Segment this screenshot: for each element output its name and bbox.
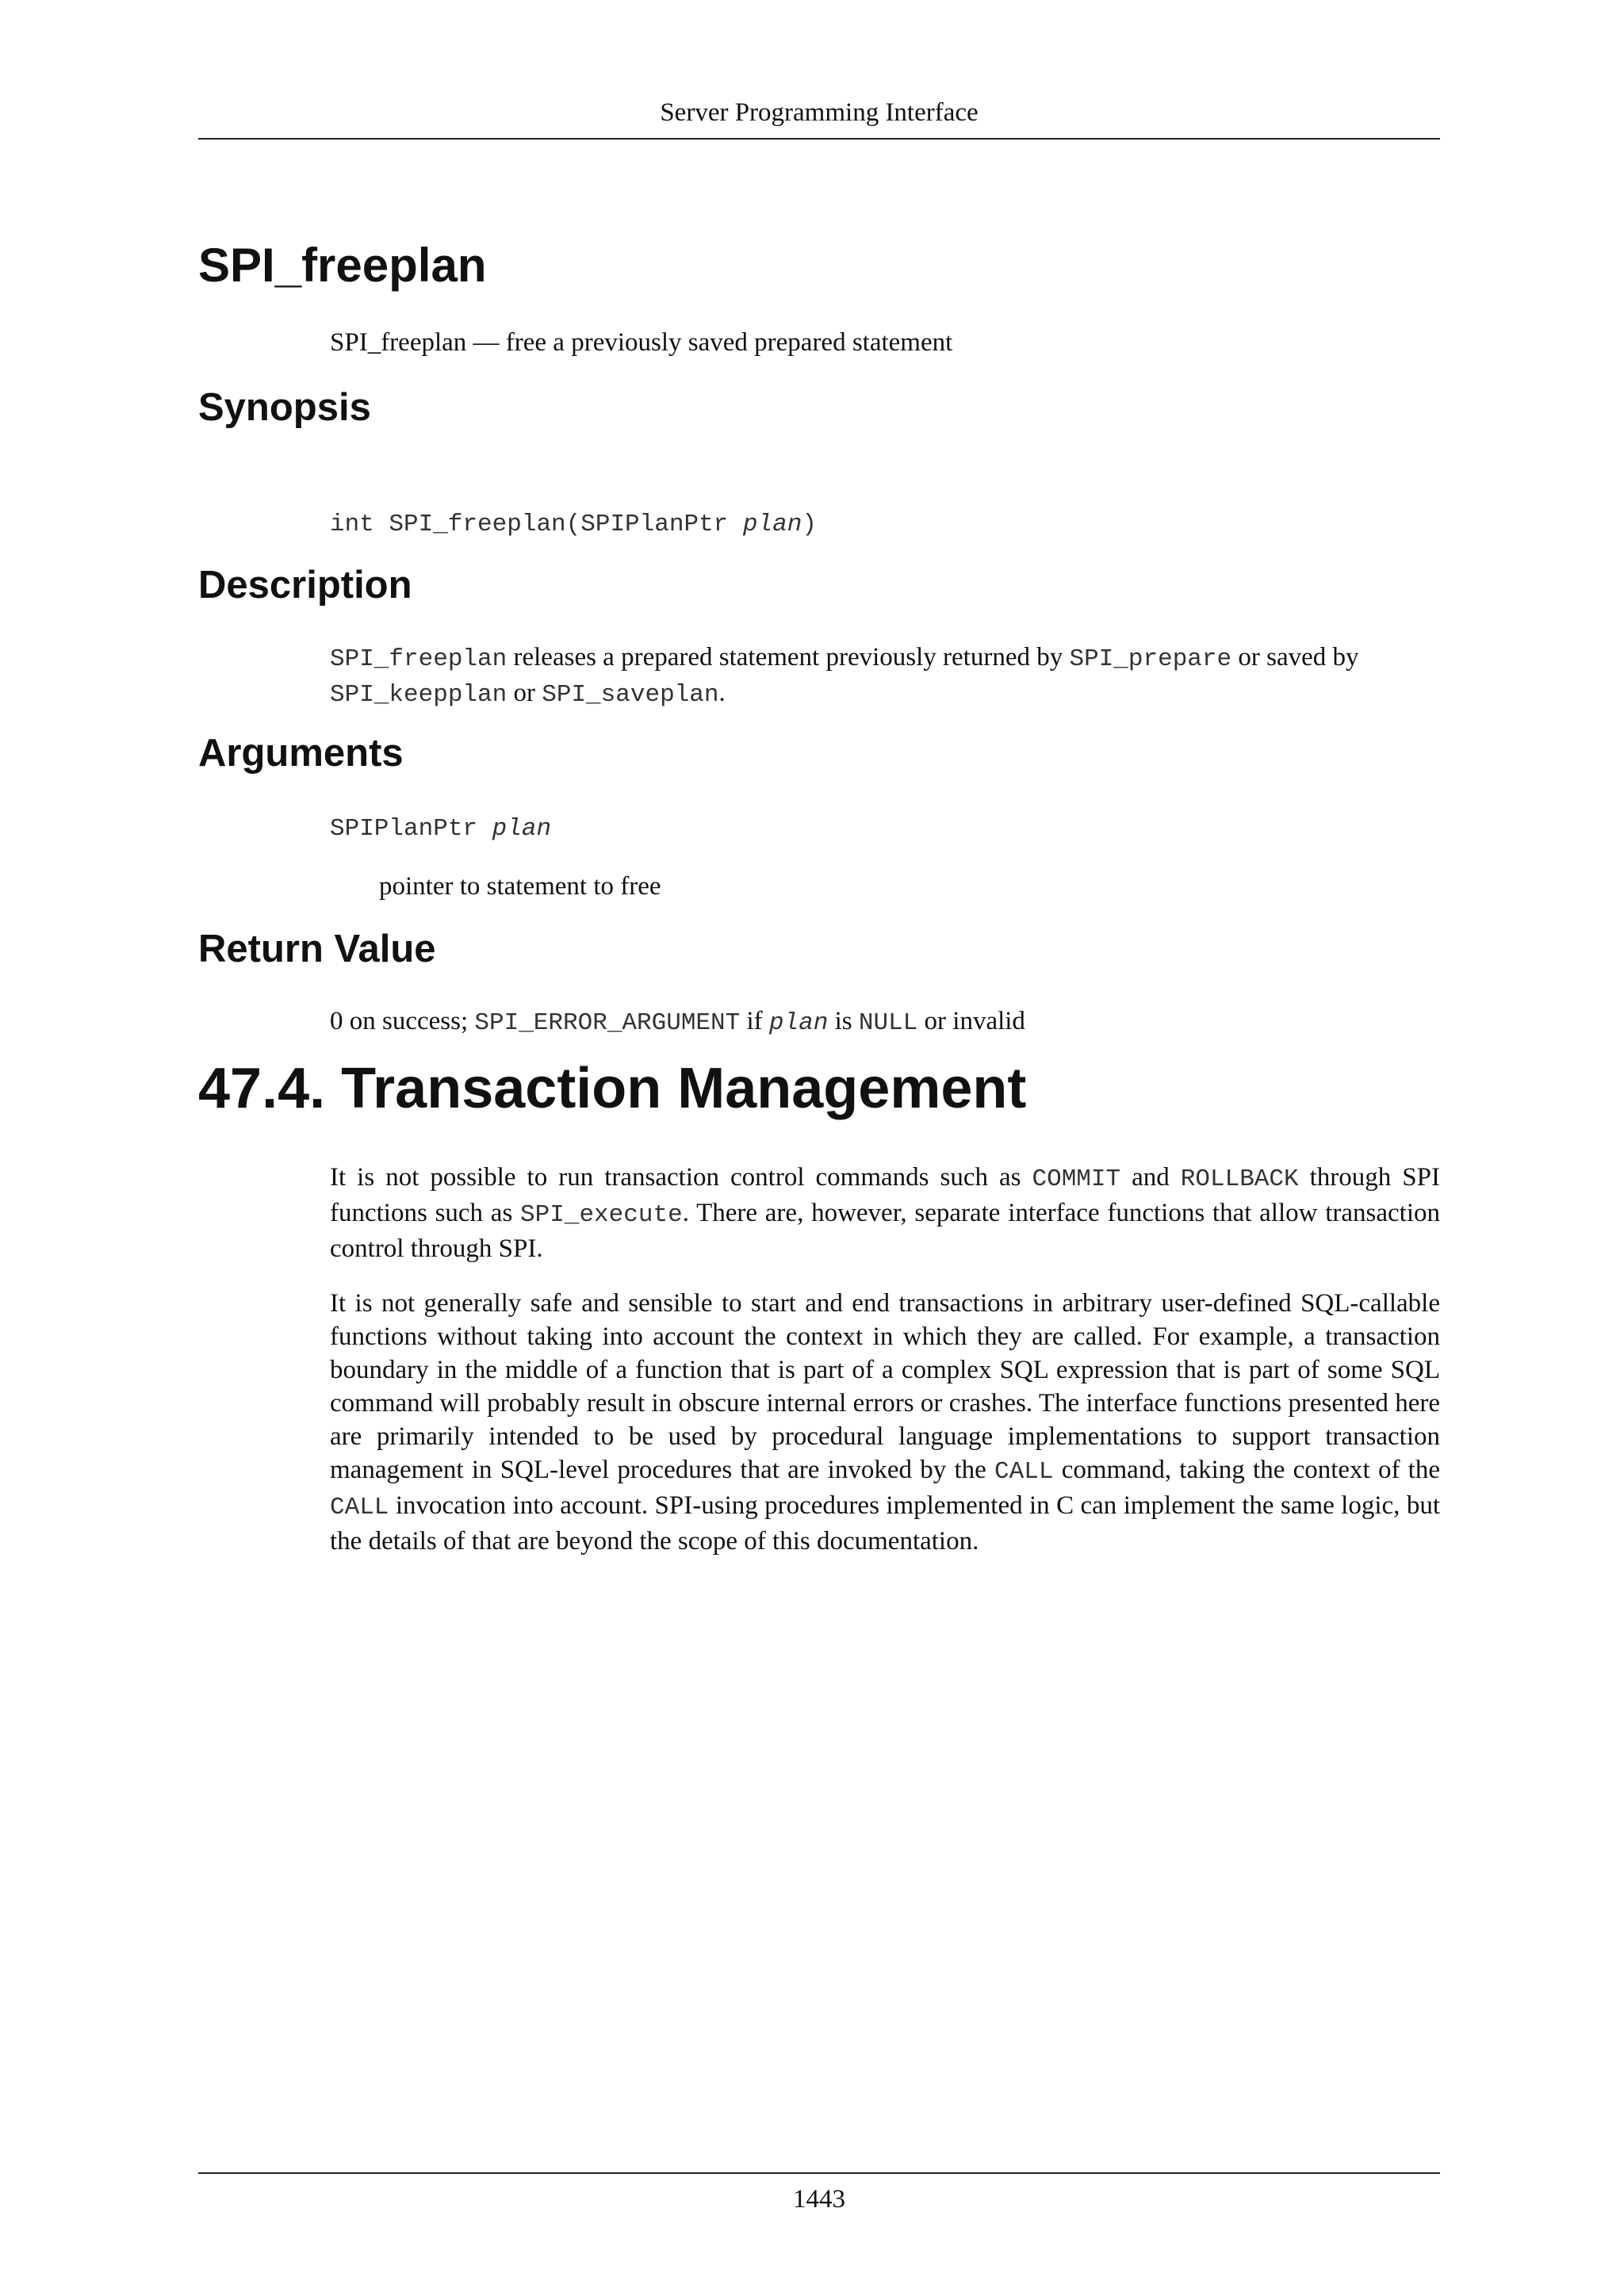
running-header	[198, 94, 1440, 140]
arguments-heading: Arguments	[198, 732, 404, 775]
code-spi-saveplan: SPI_saveplan	[542, 681, 719, 709]
synopsis-code-suffix: )	[802, 511, 817, 538]
code-null: NULL	[858, 1009, 918, 1037]
page-footer	[198, 2172, 1440, 2214]
code-spi-error-argument: SPI_ERROR_ARGUMENT	[474, 1009, 741, 1037]
argument-type: SPIPlanPtr	[330, 815, 492, 843]
section-paragraph-2: It is not generally safe and sensible to start and end transactions in arbitrary user-defined SQL-callable functions without taking into account the context in which they are called. For example, a transaction boundary in the middle of a function that is part of a complex SQL expression that is part of some SQL command will probably result in obscure internal errors or crashes. The interface functions presented here are primarily intended to be used by procedural language implementations to support transaction management in SQL-level procedures that are invoked by the CALL command, taking the context of the CALL invocation into account. SPI-using procedures implemented in C can implement the same logic, but the details of that are beyond the scope of this documentation.	[330, 1289, 1440, 1556]
code-call: CALL	[994, 1458, 1054, 1486]
description-heading: Description	[198, 564, 412, 607]
code-plan: plan	[768, 1009, 829, 1037]
page-number: 1443	[793, 2185, 845, 2214]
synopsis-heading: Synopsis	[198, 386, 371, 429]
code-rollback: ROLLBACK	[1180, 1165, 1299, 1193]
running-title: Server Programming Interface	[660, 98, 979, 127]
code-call: CALL	[330, 1494, 389, 1521]
section-heading: 47.4. Transaction Management	[198, 1057, 1027, 1120]
argument-param: plan	[492, 815, 552, 843]
synopsis-code-param: plan	[742, 511, 802, 538]
argument-term	[330, 810, 1440, 846]
code-spi-keepplan: SPI_keepplan	[330, 681, 508, 709]
code-commit: COMMIT	[1032, 1165, 1121, 1193]
return-value-heading: Return Value	[198, 928, 436, 970]
section-paragraph-1: It is not possible to run transaction control commands such as COMMIT and ROLLBACK through SPI functions such as SPI_execute. There are, however, separate interface functions that allow transaction control through SPI.	[330, 1163, 1440, 1263]
code-spi-execute: SPI_execute	[520, 1201, 683, 1229]
synopsis-code	[330, 506, 1440, 541]
code-spi-freeplan: SPI_freeplan	[330, 645, 508, 673]
return-value-paragraph: 0 on success; SPI_ERROR_ARGUMENT if plan is NULL or invalid	[330, 1007, 1025, 1037]
description-paragraph: SPI_freeplan releases a prepared statement previously returned by SPI_prepare or saved by SPI_keepplan or SPI_saveplan.	[330, 643, 1359, 709]
argument-definition: pointer to statement to free	[379, 872, 661, 901]
synopsis-code-prefix: int SPI_freeplan(SPIPlanPtr	[330, 511, 743, 538]
code-spi-prepare: SPI_prepare	[1069, 645, 1232, 673]
refentry-purpose: SPI_freeplan — free a previously saved prepared statement	[330, 328, 953, 357]
refentry-title: SPI_freeplan	[198, 239, 487, 292]
